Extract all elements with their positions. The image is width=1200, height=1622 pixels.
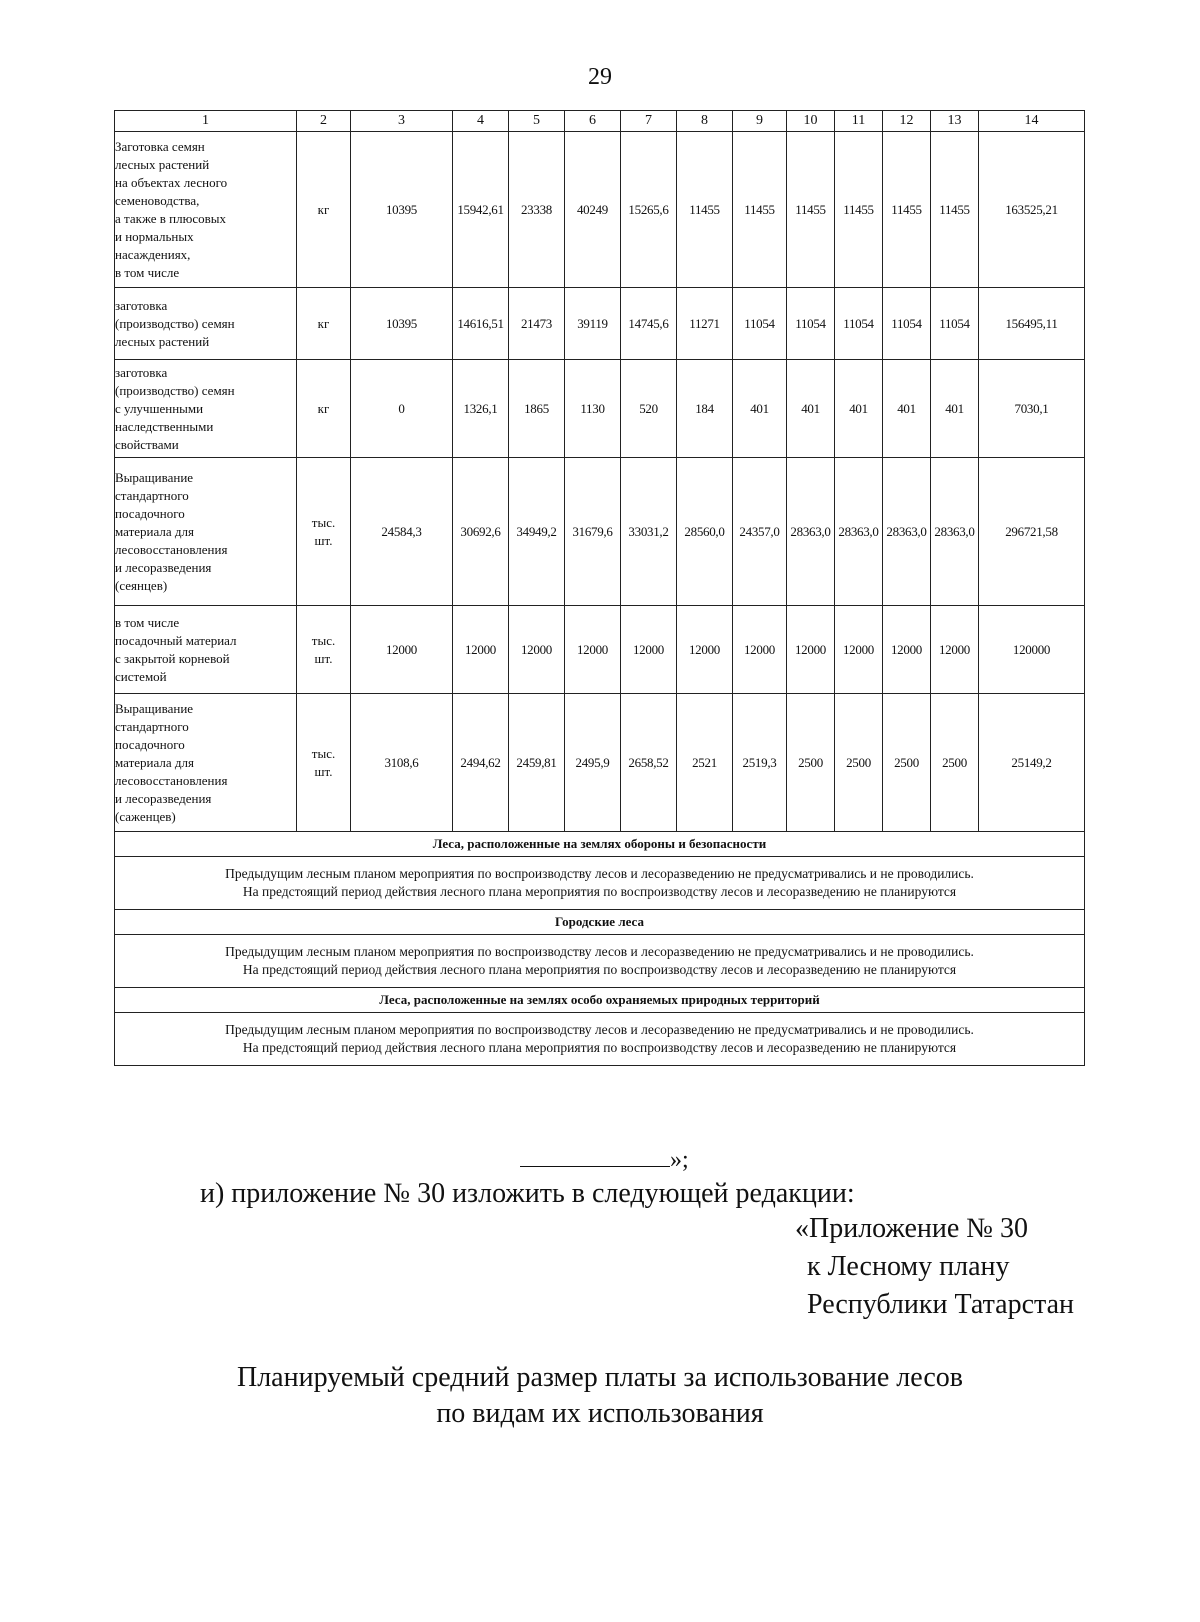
section-title-row: [115, 910, 1085, 935]
column-header: 12: [883, 111, 931, 132]
value-cell: 12000: [509, 606, 565, 694]
page-number: 29: [588, 64, 612, 90]
value-cell: 401: [835, 360, 883, 458]
section-title-row: [115, 988, 1085, 1013]
section-title-row: [115, 832, 1085, 857]
value-cell: 28363,0: [931, 458, 979, 606]
appendix-heading: [795, 1210, 1074, 1324]
unit-cell: [297, 360, 351, 458]
value-cell: 12000: [351, 606, 453, 694]
row-label: [115, 132, 297, 288]
value-cell: 11271: [677, 288, 733, 360]
value-cell: 12000: [733, 606, 787, 694]
row-label-line: лесных растений: [115, 333, 210, 349]
row-label-line: посадочный материал: [115, 632, 237, 648]
value-cell: 12000: [931, 606, 979, 694]
value-cell: 1865: [509, 360, 565, 458]
value-cell: 2500: [931, 694, 979, 832]
table-row: [115, 132, 1085, 288]
column-header: 2: [297, 111, 351, 132]
value-cell: 296721,58: [979, 458, 1085, 606]
row-label-line: заготовка: [115, 297, 168, 313]
section-note-row: [115, 935, 1085, 988]
row-label-line: (производство) семян: [115, 315, 235, 331]
value-cell: 28560,0: [677, 458, 733, 606]
section-note-line: Предыдущим лесным планом мероприятия по воспроизводству лесов и лесоразведению не предусматривались и не проводились.: [225, 944, 974, 959]
value-cell: 28363,0: [883, 458, 931, 606]
row-label-line: на объектах лесного: [115, 174, 228, 190]
unit-line: шт.: [314, 532, 333, 548]
section-note-line: На предстоящий период действия лесного плана мероприятия по воспроизводству лесов и лесоразведению не планируются: [242, 962, 957, 977]
value-cell: 2494,62: [453, 694, 509, 832]
value-cell: 23338: [509, 132, 565, 288]
title-line-1: Планируемый средний размер платы за использование лесов: [236, 1362, 963, 1393]
value-cell: 520: [621, 360, 677, 458]
value-cell: 12000: [453, 606, 509, 694]
value-cell: 7030,1: [979, 360, 1085, 458]
row-label: [115, 458, 297, 606]
section-title: Городские леса: [115, 910, 1085, 935]
value-cell: 10395: [351, 132, 453, 288]
row-label-line: системой: [115, 668, 167, 684]
value-cell: 11054: [787, 288, 835, 360]
value-cell: 2500: [787, 694, 835, 832]
unit-line: тыс.: [311, 745, 336, 761]
row-label-line: наследственными: [115, 418, 214, 434]
closing-mark: »;: [520, 1144, 689, 1174]
table-row: [115, 360, 1085, 458]
row-label-line: в том числе: [115, 264, 180, 280]
value-cell: 11455: [883, 132, 931, 288]
row-label-line: (сеянцев): [115, 577, 168, 593]
value-cell: 15265,6: [621, 132, 677, 288]
value-cell: 24357,0: [733, 458, 787, 606]
row-label-line: лесовосстановления: [115, 772, 228, 788]
section-note: [115, 1013, 1085, 1066]
value-cell: 2459,81: [509, 694, 565, 832]
row-label-line: лесных растений: [115, 156, 210, 172]
value-cell: 39119: [565, 288, 621, 360]
row-label-line: и лесоразведения: [115, 559, 212, 575]
value-cell: 401: [787, 360, 835, 458]
column-header: 9: [733, 111, 787, 132]
value-cell: 11054: [733, 288, 787, 360]
unit-line: кг: [317, 201, 330, 217]
value-cell: 2495,9: [565, 694, 621, 832]
value-cell: 2658,52: [621, 694, 677, 832]
section-note-line: Предыдущим лесным планом мероприятия по воспроизводству лесов и лесоразведению не предусматривались и не проводились.: [225, 1022, 974, 1037]
table-header-row: [115, 111, 1085, 132]
appendix-line-2: к Лесному плану: [807, 1251, 1010, 1282]
row-label-line: с закрытой корневой: [115, 650, 230, 666]
value-cell: 12000: [677, 606, 733, 694]
value-cell: 2521: [677, 694, 733, 832]
unit-line: шт.: [314, 650, 333, 666]
column-header: 5: [509, 111, 565, 132]
column-header: 6: [565, 111, 621, 132]
unit-cell: [297, 132, 351, 288]
unit-cell: [297, 288, 351, 360]
value-cell: 2519,3: [733, 694, 787, 832]
row-label-line: и нормальных: [115, 228, 194, 244]
column-header: 11: [835, 111, 883, 132]
value-cell: 401: [883, 360, 931, 458]
value-cell: 11455: [677, 132, 733, 288]
row-label-line: а также в плюсовых: [115, 210, 226, 226]
table-row: [115, 458, 1085, 606]
row-label-line: Заготовка семян: [115, 138, 205, 154]
row-label-line: семеноводства,: [115, 192, 200, 208]
section-title: Леса, расположенные на землях особо охраняемых природных территорий: [115, 988, 1085, 1013]
section-note-row: [115, 857, 1085, 910]
row-label-line: Выращивание: [115, 700, 194, 716]
row-label-line: в том числе: [115, 614, 180, 630]
title-line-2: по видам их использования: [436, 1398, 764, 1429]
row-label: [115, 694, 297, 832]
value-cell: 28363,0: [835, 458, 883, 606]
row-label-line: насаждениях,: [115, 246, 191, 262]
value-cell: 3108,6: [351, 694, 453, 832]
unit-line: шт.: [314, 763, 333, 779]
value-cell: 34949,2: [509, 458, 565, 606]
table-row: [115, 288, 1085, 360]
row-label-line: Выращивание: [115, 469, 194, 485]
row-label-line: лесовосстановления: [115, 541, 228, 557]
value-cell: 12000: [787, 606, 835, 694]
value-cell: 2500: [883, 694, 931, 832]
section-note-line: На предстоящий период действия лесного плана мероприятия по воспроизводству лесов и лесоразведению не планируются: [242, 884, 957, 899]
row-label-line: заготовка: [115, 364, 168, 380]
value-cell: 163525,21: [979, 132, 1085, 288]
value-cell: 25149,2: [979, 694, 1085, 832]
section-note: [115, 857, 1085, 910]
column-header: 3: [351, 111, 453, 132]
value-cell: 401: [733, 360, 787, 458]
value-cell: 11054: [931, 288, 979, 360]
row-label-line: стандартного: [115, 718, 189, 734]
section-note-line: На предстоящий период действия лесного плана мероприятия по воспроизводству лесов и лесоразведению не планируются: [242, 1040, 957, 1055]
column-header: 14: [979, 111, 1085, 132]
row-label: [115, 606, 297, 694]
row-label-line: стандартного: [115, 487, 189, 503]
unit-cell: [297, 458, 351, 606]
column-header: 8: [677, 111, 733, 132]
row-label-line: (саженцев): [115, 808, 176, 824]
appendix-line-3: Республики Татарстан: [807, 1289, 1074, 1320]
value-cell: 21473: [509, 288, 565, 360]
value-cell: 14745,6: [621, 288, 677, 360]
unit-line: тыс.: [311, 514, 336, 530]
row-label: [115, 360, 297, 458]
section-title: Леса, расположенные на землях обороны и безопасности: [115, 832, 1085, 857]
value-cell: 12000: [883, 606, 931, 694]
row-label-line: с улучшенными: [115, 400, 204, 416]
unit-cell: [297, 606, 351, 694]
column-header: 10: [787, 111, 835, 132]
value-cell: 40249: [565, 132, 621, 288]
unit-line: тыс.: [311, 632, 336, 648]
row-label-line: посадочного: [115, 736, 185, 752]
section-note: [115, 935, 1085, 988]
value-cell: 11455: [733, 132, 787, 288]
value-cell: 14616,51: [453, 288, 509, 360]
section-note-row: [115, 1013, 1085, 1066]
value-cell: 12000: [565, 606, 621, 694]
value-cell: 156495,11: [979, 288, 1085, 360]
unit-line: кг: [317, 400, 330, 416]
value-cell: 184: [677, 360, 733, 458]
row-label-line: (производство) семян: [115, 382, 235, 398]
value-cell: 11054: [883, 288, 931, 360]
value-cell: 11455: [835, 132, 883, 288]
value-cell: 15942,61: [453, 132, 509, 288]
value-cell: 401: [931, 360, 979, 458]
section-note-line: Предыдущим лесным планом мероприятия по воспроизводству лесов и лесоразведению не предусматривались и не проводились.: [225, 866, 974, 881]
row-label-line: и лесоразведения: [115, 790, 212, 806]
column-header: 7: [621, 111, 677, 132]
value-cell: 31679,6: [565, 458, 621, 606]
value-cell: 11054: [835, 288, 883, 360]
row-label-line: материала для: [115, 523, 194, 539]
value-cell: 30692,6: [453, 458, 509, 606]
value-cell: 0: [351, 360, 453, 458]
value-cell: 28363,0: [787, 458, 835, 606]
value-cell: 120000: [979, 606, 1085, 694]
row-label-line: посадочного: [115, 505, 185, 521]
value-cell: 12000: [835, 606, 883, 694]
value-cell: 33031,2: [621, 458, 677, 606]
value-cell: 2500: [835, 694, 883, 832]
unit-cell: [297, 694, 351, 832]
document-title: [0, 1360, 1200, 1432]
table-row: [115, 694, 1085, 832]
amendment-text: и) приложение № 30 изложить в следующей редакции:: [200, 1178, 855, 1209]
value-cell: 12000: [621, 606, 677, 694]
table-row: [115, 606, 1085, 694]
reforestation-table: [114, 110, 1085, 1066]
appendix-line-1: «Приложение № 30: [795, 1213, 1028, 1244]
row-label: [115, 288, 297, 360]
row-label-line: свойствами: [115, 436, 179, 452]
value-cell: 11455: [787, 132, 835, 288]
value-cell: 24584,3: [351, 458, 453, 606]
column-header: 4: [453, 111, 509, 132]
column-header: 13: [931, 111, 979, 132]
value-cell: 1326,1: [453, 360, 509, 458]
value-cell: 11455: [931, 132, 979, 288]
value-cell: 1130: [565, 360, 621, 458]
row-label-line: материала для: [115, 754, 194, 770]
unit-line: кг: [317, 315, 330, 331]
column-header: 1: [115, 111, 297, 132]
signature-line: [520, 1144, 670, 1167]
value-cell: 10395: [351, 288, 453, 360]
